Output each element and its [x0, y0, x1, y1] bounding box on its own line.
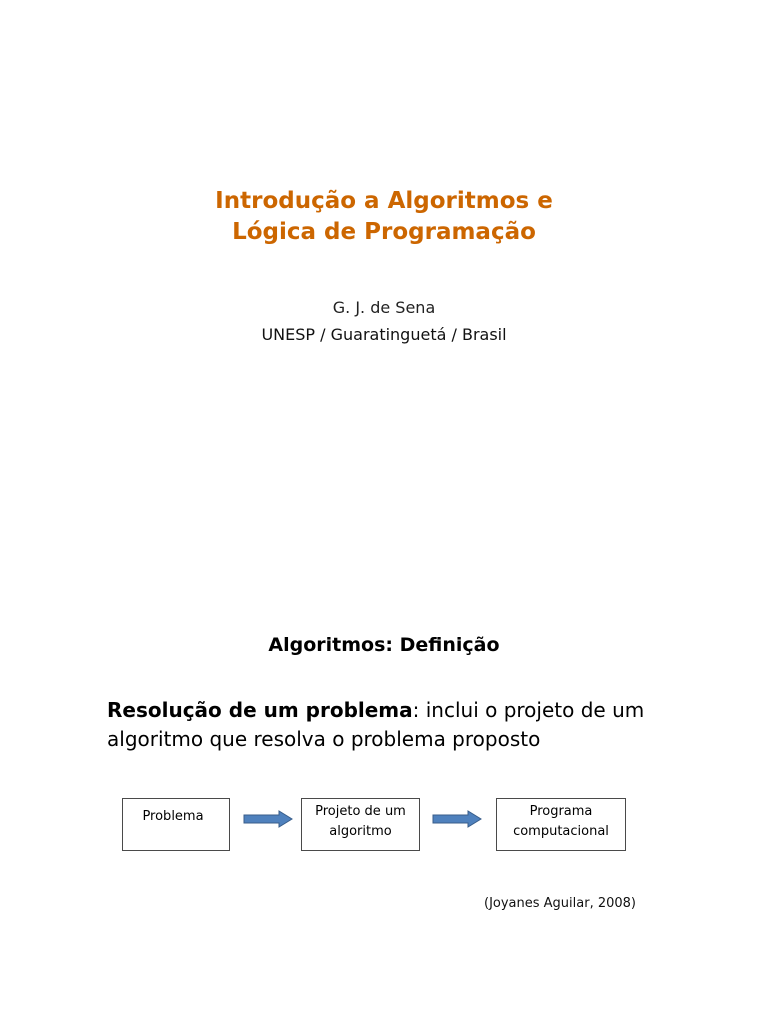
- definition-term: Resolução de um problema: [107, 698, 413, 722]
- author-name: G. J. de Sena: [332, 298, 436, 317]
- flow-box-programa: [496, 798, 626, 851]
- document-title: [0, 186, 768, 248]
- title-line-1: Introdução a Algoritmos e: [215, 188, 553, 214]
- flow-box-problema: [122, 798, 230, 851]
- flow-box-problema-label: Problema: [142, 809, 204, 824]
- citation: (Joyanes Aguilar, 2008): [484, 896, 637, 911]
- flow-box-programa-line2: computacional: [513, 824, 609, 839]
- author-affiliation: UNESP / Guaratinguetá / Brasil: [261, 325, 507, 344]
- flow-box-projeto-line1: Projeto de um: [315, 804, 406, 819]
- definition-slide: [0, 512, 768, 1024]
- title-line-2: Lógica de Programação: [232, 219, 536, 245]
- flow-box-projeto-line2: algoritmo: [329, 824, 392, 839]
- right-arrow-icon: [432, 810, 482, 828]
- right-arrow-icon: [243, 810, 293, 828]
- flow-box-projeto: [301, 798, 420, 851]
- definition-text: : inclui o projeto de um algoritmo que resolva o problema proposto: [107, 698, 645, 751]
- flow-box-programa-line1: Programa: [529, 804, 593, 819]
- definition-paragraph: [107, 696, 707, 754]
- section-title: Algoritmos: Definição: [268, 634, 500, 656]
